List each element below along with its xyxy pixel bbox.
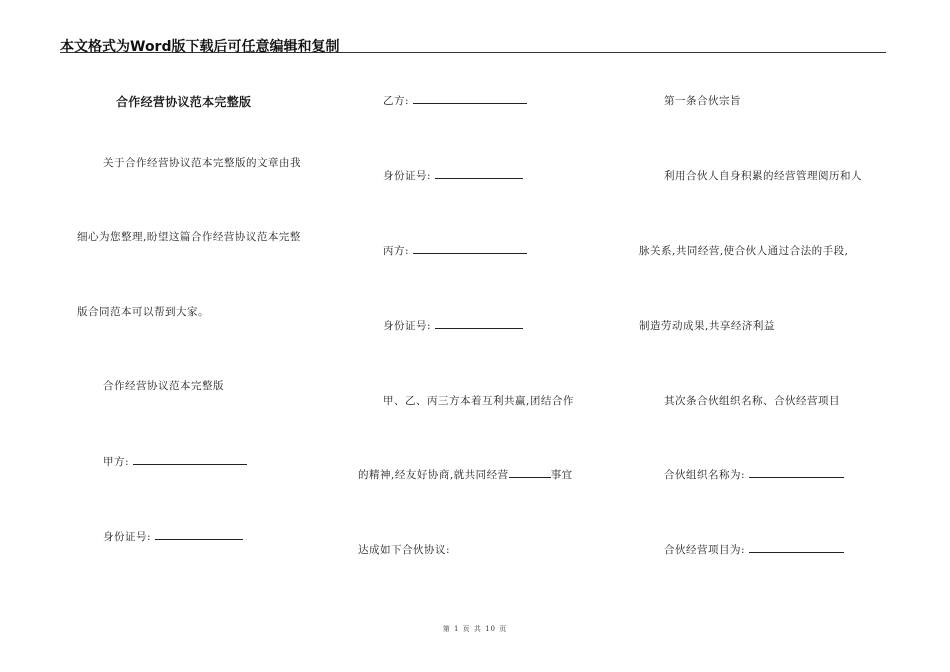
party-c-field (383, 243, 527, 258)
intro-line-1: 关于合作经营协议范本完整版的文章由我 (103, 157, 301, 169)
party-b-field (383, 93, 527, 108)
document-header: 本文格式为Word版下载后可任意编辑和复制 (60, 39, 340, 55)
org-name-label: 合伙组织名称为: (664, 469, 746, 481)
business-blank (509, 467, 551, 478)
party-a-blank (133, 454, 247, 465)
id-label-1: 身份证号: (103, 531, 152, 543)
article-1-line-3: 制造劳动成果,共享经济利益 (639, 320, 775, 332)
project-label: 合伙经营项目为: (664, 544, 746, 556)
id-field-3 (383, 318, 523, 333)
party-c-blank (413, 243, 527, 254)
id-field-1 (103, 529, 243, 544)
party-a-label: 甲方: (103, 456, 130, 468)
agreement-line-3: 达成如下合伙协议: (358, 544, 451, 556)
party-c-label: 丙方: (383, 245, 410, 257)
id-blank-2 (435, 168, 523, 179)
subtitle: 合作经营协议范本完整版 (103, 380, 224, 392)
header-divider (60, 52, 886, 53)
party-b-label: 乙方: (383, 95, 410, 107)
article-2-title: 其次条合伙组织名称、合伙经营项目 (664, 395, 840, 407)
agreement-line-1: 甲、乙、丙三方本着互利共赢,团结合作 (383, 395, 574, 407)
article-1-title: 第一条合伙宗旨 (664, 95, 741, 107)
id-blank-1 (155, 529, 243, 540)
agreement-line-2-post: 事宜 (550, 469, 573, 481)
id-label-2: 身份证号: (383, 170, 432, 182)
page-number: 第 1 页 共 10 页 (442, 625, 508, 633)
project-field (664, 542, 844, 557)
article-1-line-2: 脉关系,共同经营,使合伙人通过合法的手段, (639, 245, 849, 257)
article-1-line-1: 利用合伙人自身积累的经营管理阅历和人 (664, 170, 862, 182)
intro-line-2: 细心为您整理,盼望这篇合作经营协议范本完整 (77, 231, 301, 243)
agreement-line-2 (358, 467, 573, 482)
org-name-blank (749, 467, 844, 478)
document-title: 合作经营协议范本完整版 (116, 95, 252, 109)
org-name-field (664, 467, 844, 482)
agreement-line-2-pre: 的精神,经友好协商,就共同经营 (358, 469, 509, 481)
intro-line-3: 版合同范本可以帮到大家。 (77, 306, 209, 318)
id-field-2 (383, 168, 523, 183)
project-blank (749, 542, 844, 553)
party-b-blank (413, 93, 527, 104)
id-blank-3 (435, 318, 523, 329)
party-a-field (103, 454, 247, 469)
id-label-3: 身份证号: (383, 320, 432, 332)
